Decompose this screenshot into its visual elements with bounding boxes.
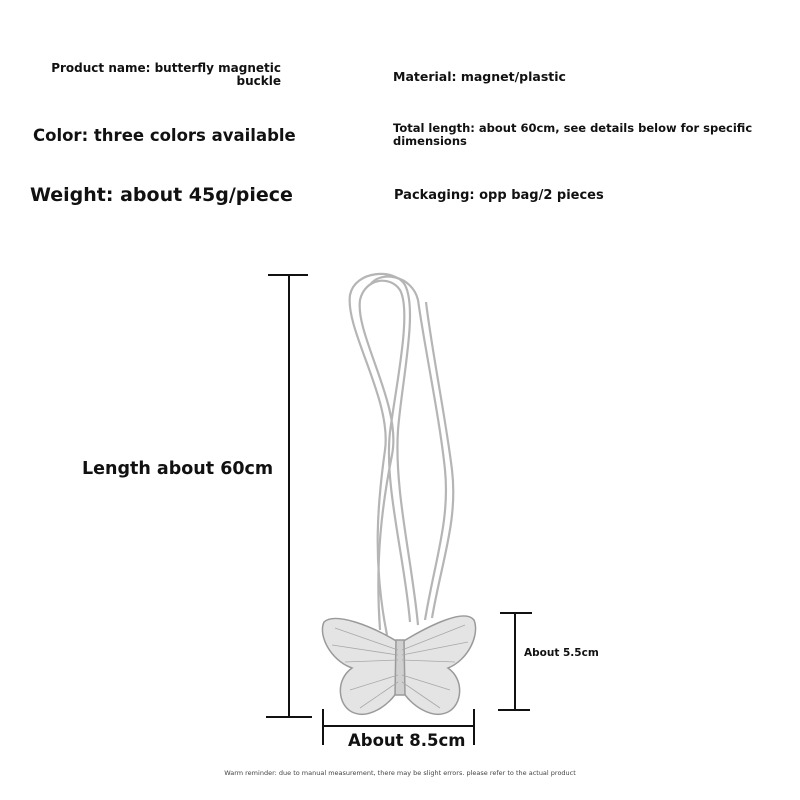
spec-material: Material: magnet/plastic (393, 69, 566, 84)
length-dimension-bottom-cap (266, 716, 312, 718)
spec-weight: Weight: about 45g/piece (30, 184, 293, 206)
spec-color: Color: three colors available (33, 126, 296, 145)
width-dimension-left-cap (322, 709, 324, 745)
width-label: About 8.5cm (348, 731, 466, 750)
height-label: About 5.5cm (524, 647, 599, 659)
spec-product-name: Product name: butterfly magnetic buckle (51, 61, 281, 88)
length-dimension-line (288, 274, 290, 717)
spec-packaging: Packaging: opp bag/2 pieces (394, 188, 604, 203)
width-dimension-right-cap (473, 709, 475, 745)
width-dimension-line (322, 725, 474, 727)
spec-total-length: Total length: about 60cm, see details below for specific dimensions (393, 121, 753, 148)
height-dimension-line (514, 612, 516, 710)
height-dimension-top-cap (500, 612, 532, 614)
length-label: Length about 60cm (82, 459, 274, 479)
height-dimension-bottom-cap (498, 709, 530, 711)
warm-reminder: Warm reminder: due to manual measurement, there may be slight errors. please refer to the actual product (224, 769, 576, 777)
